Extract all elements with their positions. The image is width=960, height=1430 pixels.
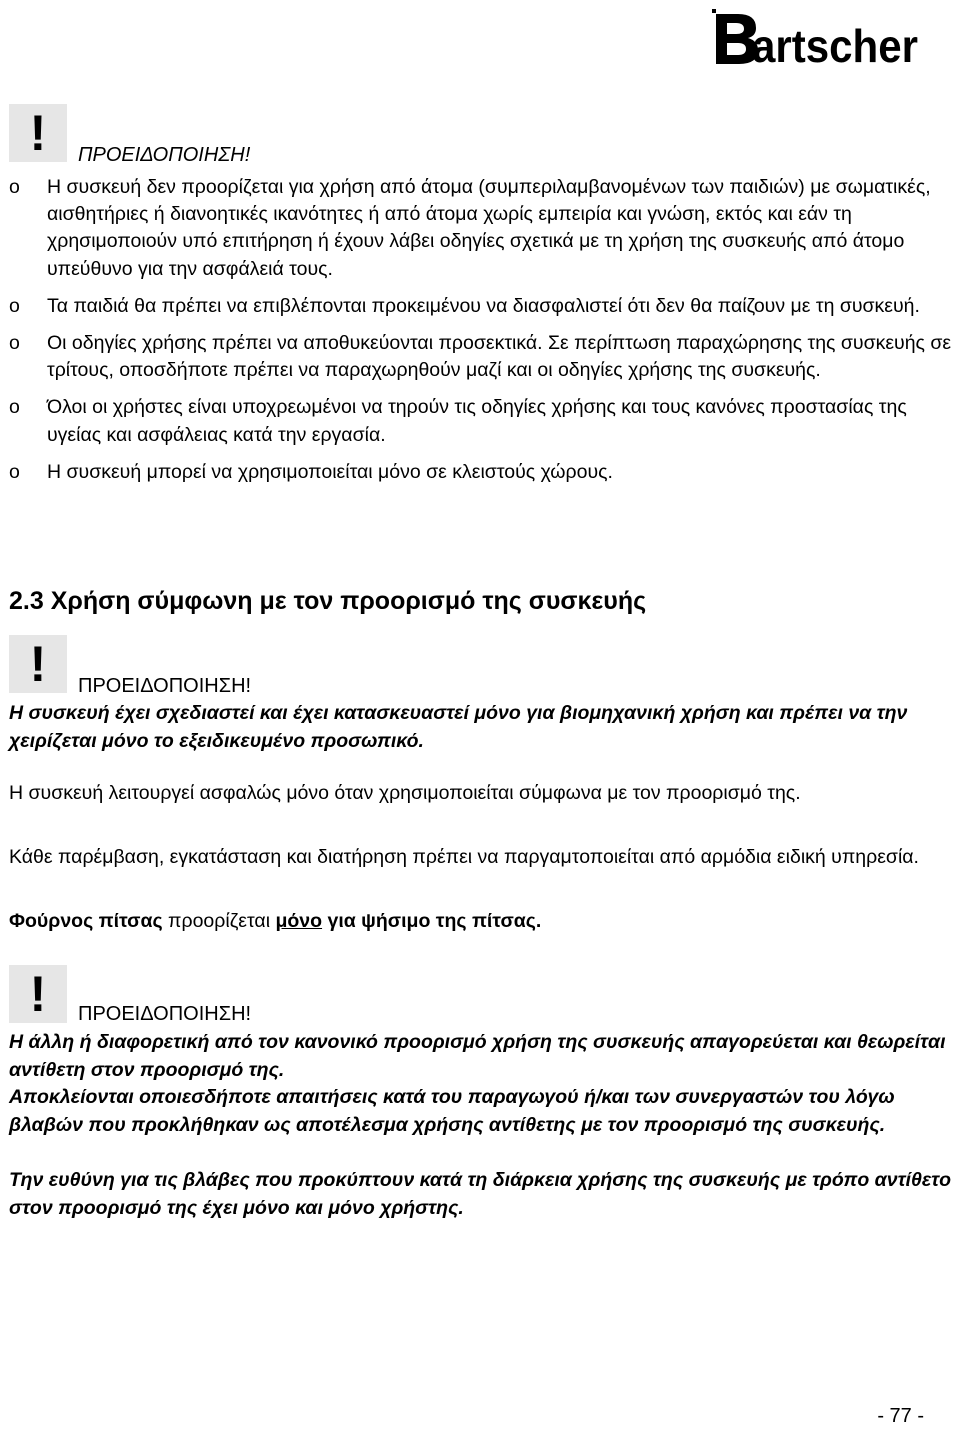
bartscher-logo	[712, 6, 922, 68]
list-item-text: Όλοι οι χρήστες είναι υποχρεωμένοι να τηρούν τις οδηγίες χρήσης και τους κανόνες προστασίας της υγείας και ασφάλειας κατά την εργασία.	[47, 396, 907, 446]
warning-text: Την ευθύνη για τις βλάβες που προκύπτουν κατά τη διάρκεια χρήσης της συσκευής με τρόπο αντίθετο στον προορισμό της έχει μόνο και μόνο χρήστης.	[9, 1169, 952, 1219]
logo-wordmark: artscher	[752, 20, 919, 68]
page-number: - 77 -	[877, 1405, 924, 1427]
warning-text: Η άλλη ή διαφορετική από τον κανονικό προορισμό χρήση της συσκευής απαγορεύεται και θεωρείται αντίθετη στον προορισμό της.	[9, 1031, 946, 1081]
statement-text: προορίζεται	[162, 910, 276, 932]
list-item-text: Η συσκευή δεν προορίζεται για χρήση από άτομα (συμπεριλαμβανομένων των παιδιών) με σωματικές, αισθητήριες ή διανοητικές ικανότητες ή από άτομα χωρίς εμπειρία και γνώση, εκτός και εάν τη χρησιμοποιούν υπό επιτήρηση ή έχουν λάβει οδηγίες σχετικά με τη χρήση της συσκευής από άτομο υπεύθυνο για την ασφάλειά τους.	[47, 176, 931, 280]
warning-title: ΠΡΟΕΙΔΟΠΟΙΗΣΗ!	[78, 144, 251, 166]
body-paragraph: Κάθε παρέμβαση, εγκατάσταση και διατήρηση πρέπει να παργαμτοποιείται από αρμόδια ειδική υπηρεσία.	[9, 846, 919, 868]
list-item	[9, 394, 954, 448]
warning-title: ΠΡΟΕΙΔΟΠΟΙΗΣΗ!	[78, 675, 252, 697]
list-item-text: Οι οδηγίες χρήσης πρέπει να αποθυκεύονται προσεκτικά. Σε περίπτωση παραχώρησης της συσκευής σε τρίτους, οποσδήποτε πρέπει να παραχωρηθούν μαζί και οι οδηγίες χρήσης της συσκευής.	[47, 332, 952, 382]
bullet-marker: o	[9, 294, 20, 317]
emphasis-only: μόνο	[275, 910, 323, 932]
warning-exclamation-icon: !	[9, 635, 67, 693]
list-item	[9, 174, 954, 283]
list-item	[9, 459, 954, 486]
product-name: Φούρνος πίτσας	[9, 910, 163, 932]
bullet-marker: o	[9, 332, 20, 355]
list-item	[9, 330, 954, 384]
warning-text: Η συσκευή έχει σχεδιαστεί και έχει κατασκευαστεί μόνο για βιομηχανική χρήση και πρέπει να την χειρίζεται μόνο το εξειδικευμένο προσωπικό.	[9, 702, 908, 752]
warning-exclamation-icon: !	[9, 104, 67, 162]
list-item-text: Η συσκευή μπορεί να χρησιμοποιείται μόνο σε κλειστούς χώρους.	[47, 460, 613, 483]
section-heading: 2.3 Χρήση σύμφωνη με τον προορισμό της συσκευής	[9, 587, 647, 615]
pizza-usage-statement	[9, 908, 954, 936]
warning-title: ΠΡΟΕΙΔΟΠΟΙΗΣΗ!	[78, 1003, 252, 1025]
bullet-marker: o	[9, 460, 20, 483]
bullet-marker: o	[9, 176, 20, 198]
list-item-text: Τα παιδιά θα πρέπει να επιβλέπονται προκειμένου να διασφαλιστεί ότι δεν θα παίζουν με τη συσκευή.	[47, 294, 920, 317]
warning-exclamation-icon: !	[9, 965, 67, 1023]
bullet-marker: o	[9, 396, 20, 419]
warning-text: Αποκλείονται οποιεσδήποτε απαιτήσεις κατά του παραγωγού ή/και των συνεργαστών του λόγω βλαβών που προκλήθηκαν ως αποτέλεσμα χρήσης αντίθετης με τον προορισμό της συσκευής.	[9, 1086, 895, 1136]
warning-bullet-list	[9, 174, 954, 496]
statement-text: για ψήσιμο της πίτσας.	[322, 910, 542, 932]
body-paragraph: Η συσκευή λειτουργεί ασφαλώς μόνο όταν χρησιμοποιείται σύμφωνα με τον προορισμό της.	[9, 782, 801, 804]
list-item	[9, 293, 954, 320]
